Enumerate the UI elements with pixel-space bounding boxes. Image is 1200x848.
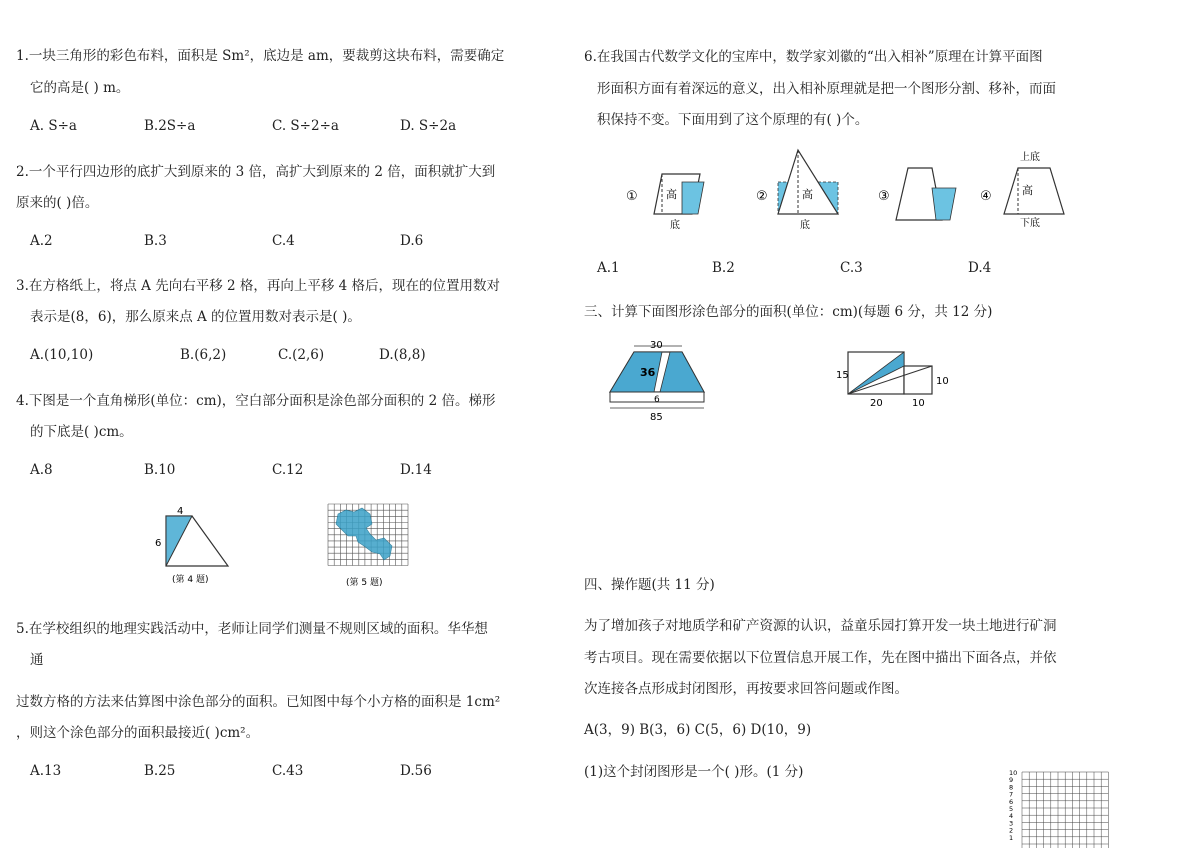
- q6-fig1-number: ①: [626, 189, 638, 204]
- q5-line1: 5.在学校组织的地理实践活动中，老师让同学们测量不规则区域的面积。华华想: [16, 621, 488, 637]
- q4-trapezoid-figure: [150, 504, 250, 594]
- q4-side-label: 6: [155, 538, 162, 549]
- section3-title: 三、计算下面图形涂色部分的面积(单位：cm)(每题 6 分，共 12 分): [584, 304, 993, 320]
- q6-line1: 6.在我国古代数学文化的宝库中，数学家刘徽的“出入相补”原理在计算平面图: [584, 49, 1043, 65]
- q4-option-d[interactable]: D.14: [400, 462, 432, 478]
- q3-option-d[interactable]: D.(8,8): [379, 347, 426, 363]
- q4-option-a[interactable]: A.8: [30, 462, 53, 478]
- grid-y-label: 4: [1009, 812, 1014, 821]
- calc2-right-label: 10: [936, 376, 949, 387]
- section4-sub1: (1)这个封闭图形是一个( )形。(1 分): [584, 764, 804, 780]
- calc2-bottom2-label: 10: [912, 398, 925, 409]
- q1-line2: 它的高是( ) m。: [30, 80, 130, 96]
- q4-option-c[interactable]: C.12: [272, 462, 304, 478]
- grid-y-label: 9: [1009, 776, 1014, 785]
- calc2-figure: [832, 344, 962, 410]
- q6-fig4-xiadi: 下底: [1020, 218, 1040, 229]
- q1-option-d[interactable]: D. S÷2a: [400, 118, 457, 134]
- q2-line2: 原来的( )倍。: [16, 195, 99, 211]
- grid-y-label: 6: [1009, 797, 1014, 806]
- section4-para1: 为了增加孩子对地质学和矿产资源的认识，益童乐园打算开发一块土地进行矿洞: [584, 618, 1057, 634]
- q6-figures: [620, 142, 1100, 234]
- q6-line3: 积保持不变。下面用到了这个原理的有( )个。: [597, 112, 869, 128]
- q5-option-a[interactable]: A.13: [30, 763, 62, 779]
- section4-points: A(3，9) B(3，6) C(5，6) D(10，9): [584, 722, 812, 738]
- coordinate-grid[interactable]: [1006, 766, 1110, 848]
- q4-option-b[interactable]: B.10: [144, 462, 176, 478]
- q5-grid-figure: [326, 502, 416, 592]
- calc1-figure: [604, 338, 714, 424]
- q6-fig4-trapezoid: [1004, 168, 1064, 214]
- calc1-bottom-label: 85: [650, 412, 663, 423]
- grid-y-label: 5: [1009, 805, 1014, 813]
- q6-fig2-di: 底: [800, 220, 810, 231]
- q1-line1: 1.一块三角形的彩色布料，面积是 Sm²，底边是 am，要裁剪这块布料，需要确定: [16, 48, 505, 64]
- q5-line2: 通: [30, 652, 44, 668]
- q3-line1: 3.在方格纸上，将点 A 先向右平移 2 格，再向上平移 4 格后，现在的位置用数对: [16, 278, 501, 294]
- section4-para2: 考古项目。现在需要依据以下位置信息开展工作，先在图中描出下面各点，并依: [584, 650, 1057, 666]
- grid-y-label: 7: [1009, 790, 1014, 799]
- q5-option-b[interactable]: B.25: [144, 763, 176, 779]
- q5-option-c[interactable]: C.43: [272, 763, 304, 779]
- q2-option-b[interactable]: B.3: [144, 233, 167, 249]
- grid-y-label: 10: [1009, 769, 1018, 777]
- q6-option-c[interactable]: C.3: [840, 260, 863, 276]
- grid-y-label: 1: [1009, 833, 1014, 842]
- q6-option-a[interactable]: A.1: [597, 260, 620, 276]
- calc2-left-label: 15: [836, 370, 849, 381]
- calc1-top-label: 30: [650, 340, 663, 351]
- q2-option-c[interactable]: C.4: [272, 233, 295, 249]
- q6-fig1-di: 底: [670, 220, 680, 231]
- calc2-bottom1-label: 20: [870, 398, 883, 409]
- q6-fig2-number: ②: [756, 189, 768, 204]
- grid-y-label: 3: [1009, 819, 1014, 828]
- q6-line2: 形面积方面有着深远的意义，出入相补原理就是把一个图形分割、移补，而面: [597, 81, 1056, 97]
- q6-fig4-shangdi: 上底: [1020, 152, 1040, 163]
- q6-option-d[interactable]: D.4: [968, 260, 992, 276]
- q4-caption: (第 4 题): [172, 575, 209, 585]
- q2-option-d[interactable]: D.6: [400, 233, 424, 249]
- q4-line1: 4.下图是一个直角梯形(单位：cm)，空白部分面积是涂色部分面积的 2 倍。梯形: [16, 393, 496, 409]
- q4-line2: 的下底是( )cm。: [30, 424, 133, 440]
- q5-line3: 过数方格的方法来估算图中涂色部分的面积。已知图中每个小方格的面积是 1cm²: [16, 694, 501, 710]
- q5-line4: ，则这个涂色部分的面积最接近( )cm²。: [16, 725, 260, 741]
- q3-line2: 表示是(8，6)，那么原来点 A 的位置用数对表示是( )。: [30, 309, 361, 325]
- q6-fig1-gao: 高: [666, 188, 677, 201]
- q4-top-label: 4: [177, 506, 184, 517]
- q6-fig1-shaded: [682, 182, 704, 214]
- q6-fig4-gao: 高: [1022, 184, 1033, 197]
- q2-line1: 2.一个平行四边形的底扩大到原来的 3 倍，高扩大到原来的 2 倍，面积就扩大到: [16, 164, 496, 180]
- q5-option-d[interactable]: D.56: [400, 763, 432, 779]
- q3-option-a[interactable]: A.(10,10): [30, 347, 94, 363]
- section4-title: 四、操作题(共 11 分): [584, 577, 715, 593]
- q6-fig2-gao: 高: [802, 188, 813, 201]
- q1-option-a[interactable]: A. S÷a: [30, 118, 77, 134]
- calc1-inner-label: 6: [654, 395, 660, 405]
- grid-y-label: 8: [1009, 783, 1014, 792]
- q6-fig3-shaded: [932, 188, 956, 220]
- grid-y-label: 2: [1009, 826, 1014, 835]
- q2-option-a[interactable]: A.2: [30, 233, 53, 249]
- q1-option-c[interactable]: C. S÷2÷a: [272, 118, 339, 134]
- calc1-mid-label: 36: [640, 366, 656, 379]
- q6-fig3-number: ③: [878, 189, 890, 204]
- q6-fig4-number: ④: [980, 189, 992, 204]
- q1-option-b[interactable]: B.2S÷a: [144, 118, 196, 134]
- section4-para3: 次连接各点形成封闭图形，再按要求回答问题或作图。: [584, 681, 908, 697]
- q3-option-b[interactable]: B.(6,2): [180, 347, 227, 363]
- q3-option-c[interactable]: C.(2,6): [278, 347, 325, 363]
- q5-caption: (第 5 题): [346, 578, 383, 588]
- q6-option-b[interactable]: B.2: [712, 260, 735, 276]
